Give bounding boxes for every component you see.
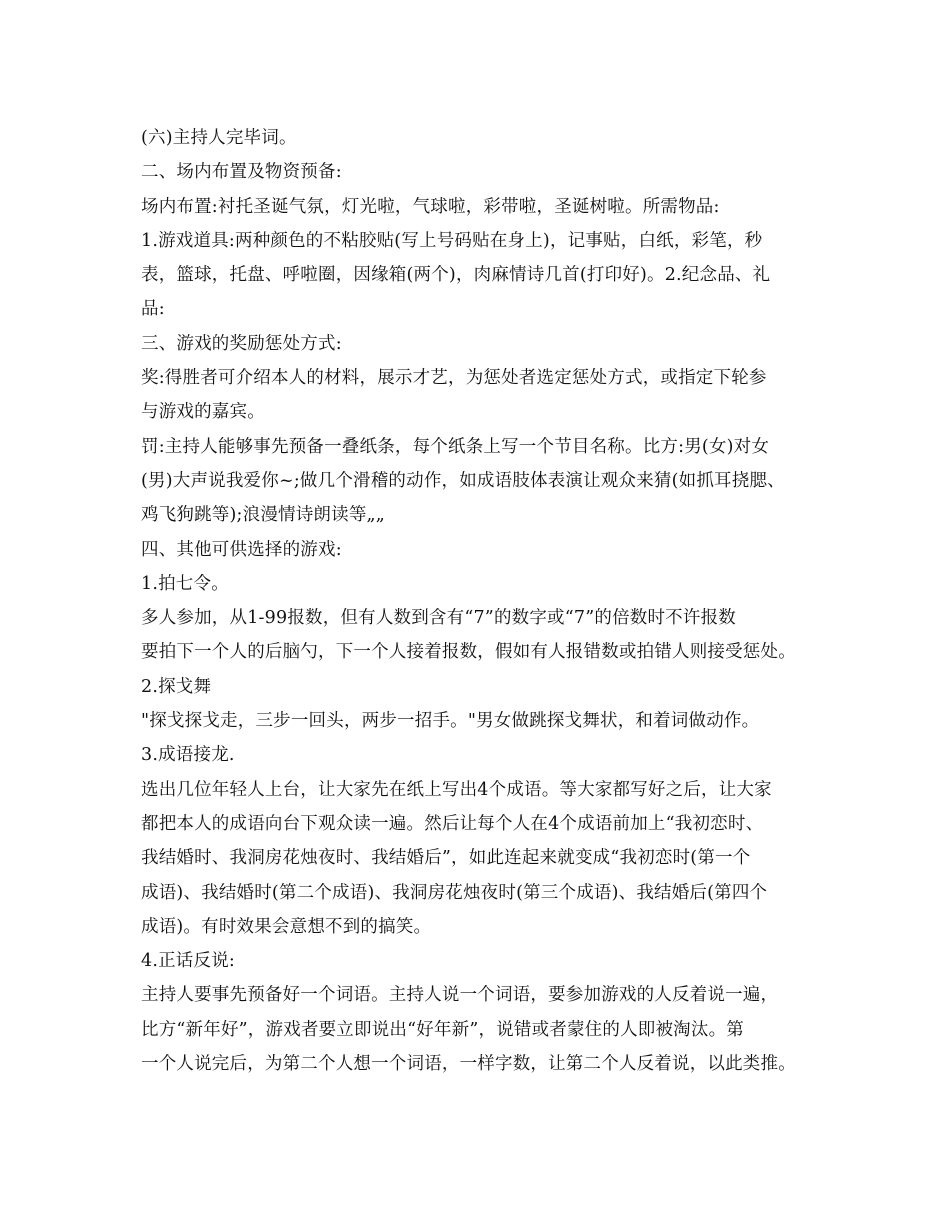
section-heading: 二、场内布置及物资预备: [141, 162, 342, 183]
text-line: 罚:主持人能够事先预备一叠纸条，每个纸条上写一个节目名称。比方:男(女)对女 [141, 436, 770, 457]
text-line: 都把本人的成语向台下观众读一遍。然后让每个人在4个成语前加上“我初恋时、 [141, 813, 764, 834]
text-line: 成语)。有时效果会意想不到的搞笑。 [141, 916, 432, 937]
text-line: 与游戏的嘉宾。 [141, 402, 265, 423]
game-title: 2.探戈舞 [141, 676, 212, 697]
text-line: (六)主持人完毕词。 [141, 128, 297, 148]
text-line: "探戈探戈走，三步一回头，两步一招手。"男女做跳探戈舞状，和着词做动作。 [141, 711, 760, 732]
text-line: 1.游戏道具:两种颜色的不粘胶贴(写上号码贴在身上)，记事贴，白纸，彩笔，秒 [141, 230, 763, 251]
text-line: 鸡飞狗跳等);浪漫情诗朗读等„„ [141, 505, 386, 526]
text-line: 多人参加，从1-99报数，但有人数到含有“7”的数字或“7”的倍数时不许报数 [141, 608, 736, 629]
text-line: 品: [141, 299, 165, 320]
text-line: 要拍下一个人的后脑勺，下一个人接着报数，假如有人报错数或拍错人则接受惩处。 [141, 642, 796, 663]
text-line: 表，篮球，托盘、呼啦圈，因缘箱(两个)，肉麻情诗几首(打印好)。2.纪念品、礼 [141, 265, 771, 286]
document-body [141, 121, 831, 1081]
text-line: 场内布置:衬托圣诞气氛，灯光啦，气球啦，彩带啦，圣诞树啦。所需物品: [141, 196, 720, 217]
text-line: 成语)、我结婚时(第二个成语)、我洞房花烛夜时(第三个成语)、我结婚后(第四个 [141, 882, 768, 903]
text-line: 我结婚时、我洞房花烛夜时、我结婚后”，如此连起来就变成“我初恋时(第一个 [141, 848, 751, 869]
text-line: 比方“新年好”，游戏者要立即说出“好年新”，说错或者蒙住的人即被淘汰。第 [141, 1019, 744, 1040]
game-title: 3.成语接龙. [141, 745, 235, 766]
text-line: 主持人要事先预备好一个词语。主持人说一个词语，要参加游戏的人反着说一遍， [141, 985, 779, 1006]
game-title: 4.正话反说: [141, 951, 235, 972]
section-heading: 三、游戏的奖励惩处方式: [141, 333, 342, 354]
game-title: 1.拍七令。 [141, 573, 229, 594]
section-heading: 四、其他可供选择的游戏: [141, 539, 342, 560]
text-line: (男)大声说我爱你~;做几个滑稽的动作，如成语肢体表演让观众来猜(如抓耳挠腮、 [141, 470, 785, 491]
text-line: 一个人说完后，为第二个人想一个词语，一样字数，让第二个人反着说，以此类推。 [141, 1054, 796, 1075]
text-line: 选出几位年轻人上台，让大家先在纸上写出4个成语。等大家都写好之后，让大家 [141, 779, 772, 800]
text-line: 奖:得胜者可介绍本人的材料，展示才艺，为惩处者选定惩处方式，或指定下轮参 [141, 368, 767, 389]
